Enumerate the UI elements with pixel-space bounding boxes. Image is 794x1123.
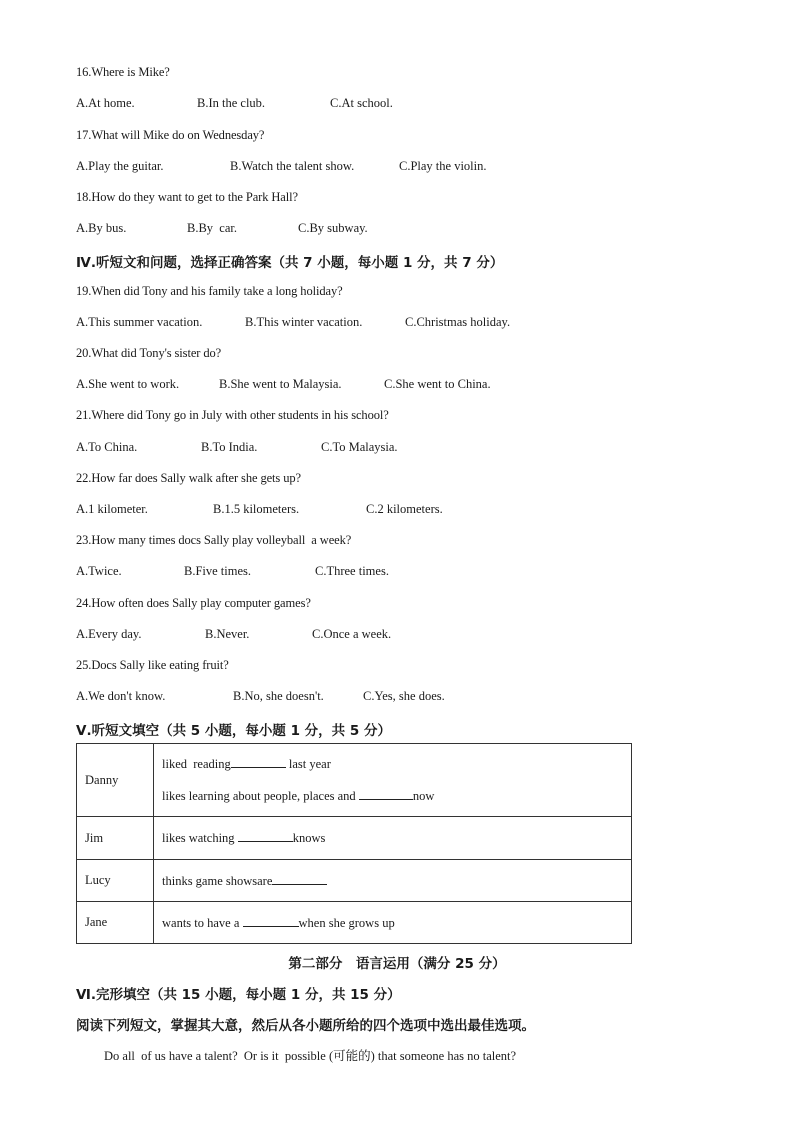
- question-text: 20.What did Tony's sister do?: [76, 346, 222, 360]
- option-a: A.At home.: [76, 96, 135, 110]
- name-cell: Danny: [77, 744, 154, 817]
- option-b: B.In the club.: [197, 96, 266, 110]
- option-a: A.We don't know.: [76, 689, 166, 703]
- option-c: C.By subway.: [298, 221, 368, 235]
- answer-blank[interactable]: [231, 756, 286, 768]
- option-a: A.Twice.: [76, 564, 122, 578]
- option-b: B.Five times.: [184, 564, 252, 578]
- question-text: 19.When did Tony and his family take a long holiday?: [76, 284, 343, 298]
- table-row: [77, 902, 632, 944]
- option-a: A.Every day.: [76, 627, 142, 641]
- answer-blank[interactable]: [272, 873, 327, 885]
- cell-line: [162, 830, 623, 846]
- cell-line: [162, 756, 623, 772]
- section-5-heading: Ⅴ.听短文填空（共 5 小题，每小题 1 分，共 5 分）: [76, 723, 391, 739]
- option-c: C.Three times.: [315, 564, 389, 578]
- table-row: [77, 860, 632, 902]
- option-c: C.Yes, she does.: [363, 689, 445, 703]
- question-text: 18.How do they want to get to the Park Hall?: [76, 190, 298, 204]
- text-before: liked reading: [162, 757, 231, 771]
- option-a: A.This summer vacation.: [76, 315, 203, 329]
- name-cell: Jim: [77, 817, 154, 860]
- text-after: last year: [285, 757, 331, 771]
- question-text: 21.Where did Tony go in July with other students in his school?: [76, 408, 389, 422]
- option-c: C.She went to China.: [384, 377, 491, 391]
- option-b: B.Watch the talent show.: [230, 159, 355, 173]
- option-a: A.By bus.: [76, 221, 127, 235]
- answer-blank[interactable]: [243, 915, 299, 927]
- part-2-heading: 第二部分 语言运用（满分 25 分）: [288, 956, 506, 972]
- option-b: B.1.5 kilometers.: [213, 502, 300, 516]
- option-b: B.This winter vacation.: [245, 315, 363, 329]
- text-before: likes learning about people, places and: [162, 789, 359, 803]
- text-after: knows: [292, 831, 326, 845]
- option-b: B.To India.: [201, 440, 258, 454]
- name-cell: Jane: [77, 902, 154, 944]
- option-c: C.Christmas holiday.: [405, 315, 511, 329]
- section-6-heading: Ⅵ.完形填空（共 15 小题，每小题 1 分，共 15 分）: [76, 987, 401, 1003]
- text-before: thinks game showsare: [162, 873, 273, 888]
- answer-blank[interactable]: [238, 830, 293, 842]
- option-b: B.She went to Malaysia.: [219, 377, 342, 391]
- question-text: 22.How far does Sally walk after she gets up?: [76, 471, 301, 485]
- content-cell: [154, 902, 632, 944]
- instruction-text: 阅读下列短文，掌握其大意，然后从各小题所给的四个选项中选出最佳选项。: [76, 1018, 535, 1034]
- passage-first-line: Do all of us have a talent? Or is it possible (可能的) that someone has no talent?: [104, 1049, 517, 1063]
- name-cell: Lucy: [77, 860, 154, 902]
- option-a: A.1 kilometer.: [76, 502, 148, 516]
- table-row: [77, 817, 632, 860]
- text-after: when she grows up: [298, 915, 395, 930]
- option-c: C.Once a week.: [312, 627, 392, 641]
- text-before: likes watching: [162, 831, 238, 845]
- option-a: A.Play the guitar.: [76, 159, 164, 173]
- cell-line: [162, 915, 623, 931]
- option-c: C.At school.: [330, 96, 393, 110]
- text-after: now: [412, 789, 435, 803]
- question-text: 23.How many times docs Sally play volleyball a week?: [76, 533, 352, 547]
- question-text: 17.What will Mike do on Wednesday?: [76, 128, 265, 142]
- fill-in-table: [76, 743, 632, 944]
- content-cell: [154, 860, 632, 902]
- option-c: C.2 kilometers.: [366, 502, 443, 516]
- content-cell: [154, 744, 632, 817]
- answer-blank[interactable]: [359, 788, 413, 800]
- option-a: A.She went to work.: [76, 377, 180, 391]
- question-text: 16.Where is Mike?: [76, 65, 170, 79]
- cell-line: [162, 788, 623, 804]
- table-row: [77, 744, 632, 817]
- text-before: wants to have a: [162, 915, 243, 930]
- option-b: B.Never.: [205, 627, 250, 641]
- option-b: B.No, she doesn't.: [233, 689, 324, 703]
- option-c: C.Play the violin.: [399, 159, 487, 173]
- question-text: 24.How often does Sally play computer games?: [76, 596, 311, 610]
- question-text: 25.Docs Sally like eating fruit?: [76, 658, 229, 672]
- section-4-heading: Ⅳ.听短文和问题，选择正确答案（共 7 小题，每小题 1 分，共 7 分）: [76, 255, 504, 271]
- content-cell: [154, 817, 632, 860]
- cell-line: [162, 873, 623, 889]
- option-b: B.By car.: [187, 221, 237, 235]
- option-c: C.To Malaysia.: [321, 440, 398, 454]
- option-a: A.To China.: [76, 440, 138, 454]
